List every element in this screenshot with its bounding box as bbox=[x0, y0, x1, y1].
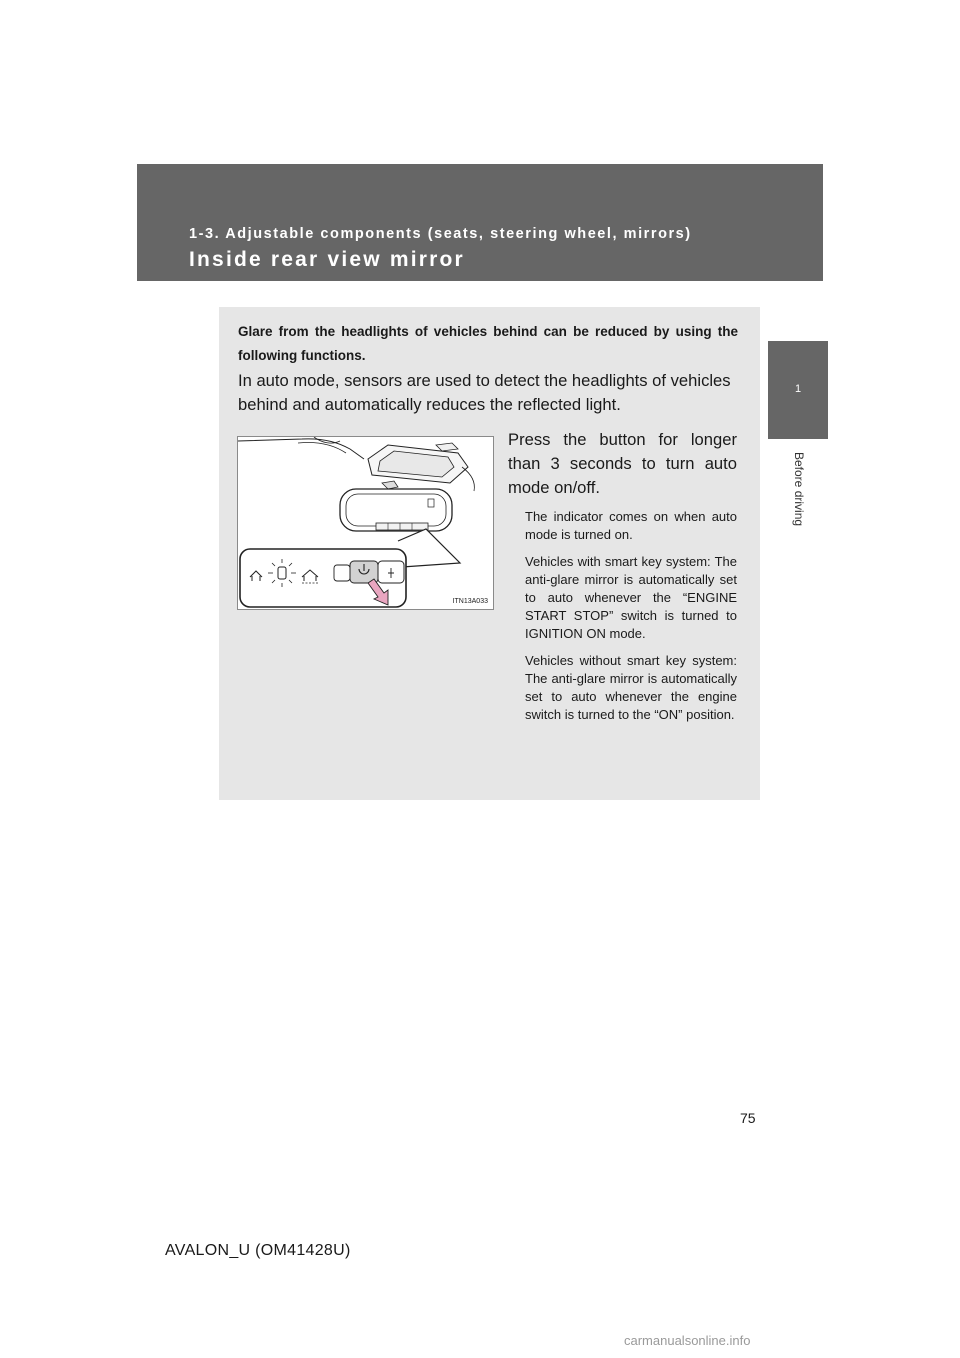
chapter-number: 1 bbox=[794, 383, 802, 395]
intro-text: Glare from the headlights of vehicles behind can be reduced by using the following functions. bbox=[238, 324, 738, 363]
chapter-name: Before driving bbox=[792, 452, 806, 527]
notes-list bbox=[525, 508, 737, 733]
step-instruction: Press the button for longer than 3 seconds to turn auto mode on/off. bbox=[508, 430, 737, 497]
section-label: 1-3. Adjustable components (seats, steering wheel, mirrors) bbox=[189, 226, 692, 242]
lead-paragraph: In auto mode, sensors are used to detect the headlights of vehicles behind and automatically reduces the reflected light. bbox=[238, 371, 731, 414]
content-box bbox=[219, 307, 760, 800]
page-number: 75 bbox=[740, 1110, 756, 1126]
illustration-code: ITN13A033 bbox=[452, 598, 488, 605]
rear-view-mirror-illustration bbox=[237, 436, 494, 610]
section-header bbox=[137, 164, 823, 281]
note-indicator: The indicator comes on when auto mode is turned on. bbox=[525, 509, 737, 542]
page-title: Inside rear view mirror bbox=[189, 248, 465, 271]
model-code: AVALON_U (OM41428U) bbox=[165, 1242, 351, 1259]
chapter-tab bbox=[768, 341, 828, 439]
note-smart-key: Vehicles with smart key system: The anti-glare mirror is automatically set to auto whenever the “ENGINE START STOP” switch is turned to IGNITION ON mode. bbox=[525, 554, 737, 641]
note-no-smart-key: Vehicles without smart key system: The anti-glare mirror is automatically set to auto whenever the engine switch is turned to the “ON” position. bbox=[525, 653, 737, 722]
watermark[interactable]: carmanualsonline.info bbox=[624, 1333, 751, 1348]
